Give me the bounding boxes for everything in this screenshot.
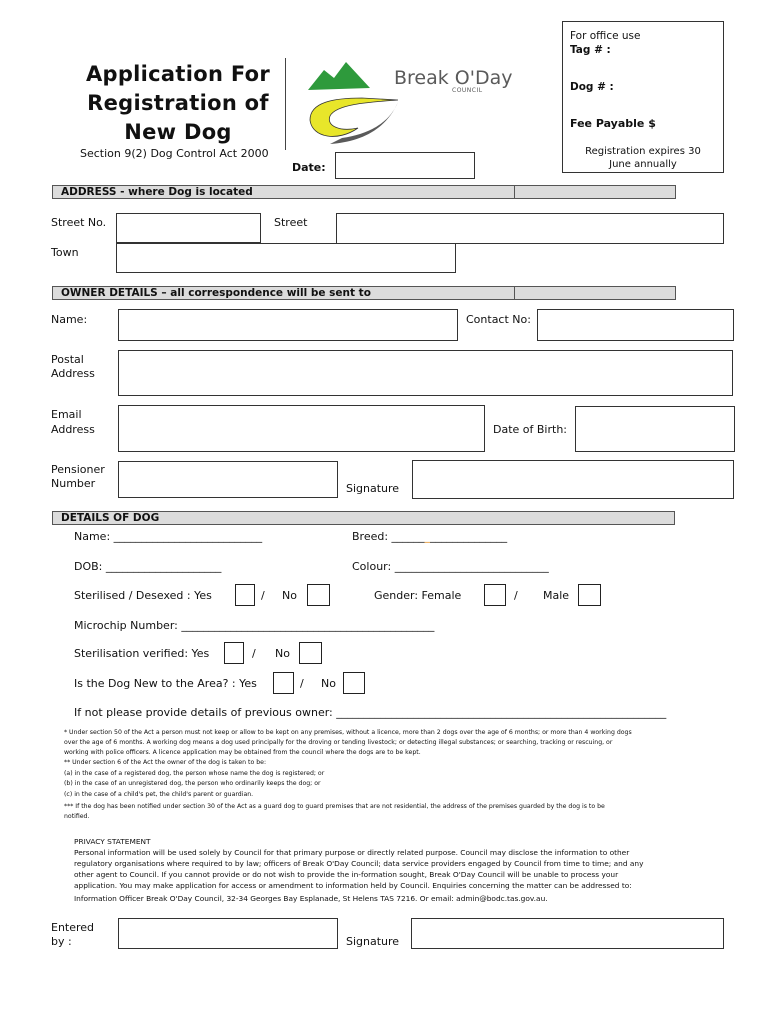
gender-male-label: Male [543,589,570,602]
form-title-line2: Registration of [87,91,269,115]
postal-label-line2: Address [51,367,95,380]
dob-owner-label: Date of Birth: [493,423,568,436]
note-line: * Under section 50 of the Act a person must not keep or allow to be kept on any premises, without a licence, more than 2 dogs over the age of 6 months; or more than 4 working dogs [64,729,632,736]
note-line: working with police officers. A licence application may be obtained from the council where the dogs are to be kept. [64,749,421,756]
entered-by-label-line1: Entered [51,921,95,934]
office-use-heading: For office use [570,30,641,42]
postal-label-line1: Postal [51,353,84,366]
owner-signature-field[interactable] [412,460,734,499]
entered-by-label-line2: by : [51,935,72,948]
colour-field[interactable]: Colour: ____________________________ [352,560,549,573]
new-area-yes-checkbox[interactable] [273,672,294,694]
town-label: Town [51,246,79,259]
address-bar-divider [514,185,676,199]
pensioner-label-line2: Number [51,477,96,490]
note-line: (a) in the case of a registered dog, the person whose name the dog is registered; or [64,770,325,777]
ster-verified-yes-checkbox[interactable] [224,642,244,664]
email-label-line2: Address [51,423,95,436]
contact-label: Contact No: [466,313,531,326]
fee-payable-label: Fee Payable $ [570,117,656,130]
address-section-bar [52,185,675,199]
new-area-label: Is the Dog New to the Area? : Yes [74,677,257,690]
dog-number-label: Dog # : [570,81,614,93]
owner-name-label: Name: [51,313,88,326]
note-line: (b) in the case of an unregistered dog, the person who ordinarily keeps the dog; or [64,780,321,787]
breed-label: Breed: ______ [352,530,425,543]
dog-section-bar [52,511,675,525]
street-no-field[interactable] [116,213,261,243]
breed-line: ______________ [430,530,508,543]
sterilised-label: Sterilised / Desexed : Yes [74,589,212,602]
gender-male-checkbox[interactable] [578,584,601,606]
gender-label: Gender: Female [374,589,462,602]
note-line: notified. [64,813,90,820]
microchip-field[interactable]: Microchip Number: ______________________________________________ [74,619,435,632]
address-section-title: ADDRESS - where Dog is located [61,186,253,198]
new-area-no-checkbox[interactable] [343,672,365,694]
owner-bar-divider [514,286,676,300]
contact-field[interactable] [537,309,734,341]
privacy-line: other agent to Council. If you cannot provide or do not wish to provide the in-formation sought, Break O'Day Council will be unable to process your [74,870,619,879]
ster-verified-label: Sterilisation verified: Yes [74,647,210,660]
sterilised-no-checkbox[interactable] [307,584,330,606]
tag-number-label: Tag # : [570,44,611,56]
email-field[interactable] [118,405,485,452]
new-area-no-label: No [321,677,336,690]
logo-subtitle: COUNCIL [452,87,483,94]
logo-name: Break O'Day [394,67,513,89]
sterilised-slash: / [261,589,265,602]
email-label-line1: Email [51,408,82,421]
street-no-label: Street No. [51,216,107,229]
privacy-heading: PRIVACY STATEMENT [74,837,151,846]
note-line: *** If the dog has been notified under section 30 of the Act as a guard dog to guard premises that are not residential, the address of the premises guarded by the dog is to be [64,803,605,810]
gender-female-checkbox[interactable] [484,584,506,606]
note-line: ** Under section 6 of the Act the owner of the dog is taken to be: [64,759,267,766]
owner-name-field[interactable] [118,309,458,341]
gender-slash: / [514,589,518,602]
privacy-line: Personal information will be used solely by Council for that primary purpose or directly related purpose. Council may disclose the information to other [74,848,630,857]
pensioner-label-line1: Pensioner [51,463,105,476]
entered-by-field[interactable] [118,918,338,949]
act-reference: Section 9(2) Dog Control Act 2000 [80,147,269,160]
owner-signature-label: Signature [346,482,400,495]
council-logo-icon [290,58,400,150]
form-title-line1: Application For [85,62,271,86]
privacy-line: regulatory organisations where required to by law; officers of Break O'Day Council; data service providers engaged by Council from time to time; and any [74,859,644,868]
dog-dob-field[interactable]: DOB: _____________________ [74,560,222,573]
expiry-line1: Registration expires 30 [585,146,701,157]
note-line: (c) in the case of a child's pet, the child's parent or guardian. [64,791,254,798]
town-field[interactable] [116,243,456,273]
privacy-line: application. You may make application for access or amendment to information held by Council. Enquiries concerning the matter can be addressed to: [74,881,632,890]
previous-owner-field[interactable]: If not please provide details of previous owner: ____________________________________________________________ [74,706,667,719]
pensioner-field[interactable] [118,461,338,498]
dog-name-field[interactable]: Name: ___________________________ [74,530,263,543]
privacy-contact: Information Officer Break O'Day Council, 32-34 Georges Bay Esplanade, St Helens TAS 7216. Or email: admin@bodc.tas.gov.au. [74,894,548,903]
sterilised-no-label: No [282,589,297,602]
office-signature-field[interactable] [411,918,724,949]
dob-owner-field[interactable] [575,406,735,452]
ster-verified-slash: / [252,647,256,660]
breed-mark: _ [424,530,431,543]
owner-section-title: OWNER DETAILS – all correspondence will be sent to [61,287,371,299]
date-field[interactable] [335,152,475,179]
postal-address-field[interactable] [118,350,733,396]
council-logo [285,58,516,150]
form-title-line3: New Dog [124,120,232,144]
office-signature-label: Signature [346,935,400,948]
date-label: Date: [292,161,326,174]
sterilised-yes-checkbox[interactable] [235,584,255,606]
new-area-slash: / [300,677,304,690]
dog-section-title: DETAILS OF DOG [61,512,160,524]
owner-section-bar [52,286,675,300]
ster-verified-no-checkbox[interactable] [299,642,322,664]
street-field[interactable] [336,213,724,244]
ster-verified-no-label: No [275,647,290,660]
breed-field[interactable] [352,530,507,543]
expiry-line2: June annually [609,159,677,170]
street-label: Street [274,216,308,229]
note-line: over the age of 6 months. A working dog means a dog used principally for the droving or tending livestock; or detecting illegal substances; or searching, tracking or rescuing, or [64,739,613,746]
